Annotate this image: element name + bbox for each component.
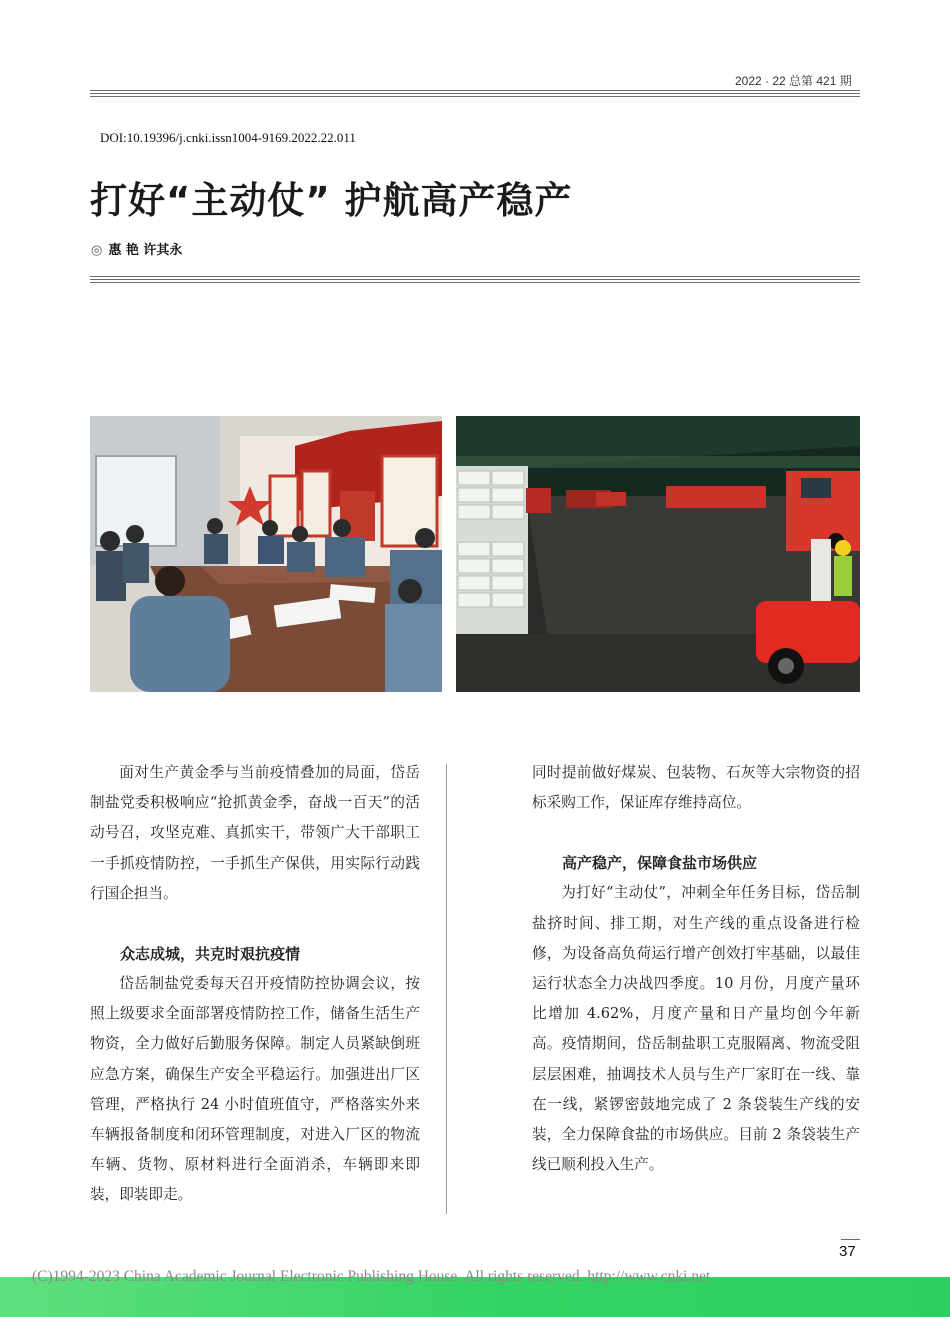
paragraph: 岱岳制盐党委每天召开疫情防控协调会议，按照上级要求全面部署疫情防控工作，储备生活生产物资，全力做好后勤服务保障。制定人员紧缺倒班应急方案，确保生产安全平稳运行。加强进出厂区管理，严格执行 24 小时值班值守，严格落实外来车辆报备制度和闭环管理制度，对进入厂区的物流车辆、货物、原材料进行全面消杀，车辆即来即装，即装即走。	[90, 975, 420, 1204]
doi: DOI:10.19396/j.cnki.issn1004-9169.2022.22.011	[100, 130, 356, 145]
author-names: 惠 艳 许其永	[108, 243, 183, 258]
page-number: 37	[839, 1243, 856, 1260]
meeting-photo	[90, 416, 442, 692]
section-heading: 高产稳产，保障食盐市场供应	[562, 854, 758, 873]
paragraph: 为打好“主动仗”，冲刺全年任务目标，岱岳制盐挤时间、排工期，对生产线的重点设备进行检修，为设备高负荷运行增产创效打牢基础，以最佳运行状态全力决战四季度。10 月份，月度产量环比增加 4.62%，月度产量和日产量均创今年新高。疫情期间，岱岳制盐职工克服隔离、物流受阻层层困难，抽调技术人员与生产厂家盯在一线、靠在一线，紧锣密鼓地完成了 2 条袋装生产线的安装，全力保障食盐的市场供应。目前 2 条袋装生产线已顺利投入生产。	[532, 884, 860, 1174]
page-number-rule	[841, 1239, 860, 1240]
title-rule	[90, 276, 860, 285]
issue-number: 2022 · 22 总第 421 期	[735, 74, 852, 88]
body-column-right	[532, 758, 860, 1180]
section-heading: 众志成城，共克时艰抗疫情	[120, 945, 301, 964]
copyright-notice: (C)1994-2023 China Academic Journal Electronic Publishing House. All rights reserved. http://www.cnki.net	[32, 1268, 711, 1285]
body-column-left	[90, 758, 420, 1211]
article-title: 打好“主动仗” 护航高产稳产	[90, 179, 573, 222]
night-warehouse-forklift-photo	[456, 416, 860, 692]
column-divider	[446, 764, 447, 1214]
article-authors	[91, 239, 182, 258]
header-rule	[90, 90, 860, 99]
paragraph: 同时提前做好煤炭、包装物、石灰等大宗物资的招标采购工作，保证库存维持高位。	[532, 764, 860, 812]
paragraph: 面对生产黄金季与当前疫情叠加的局面，岱岳制盐党委积极响应“抢抓黄金季，奋战一百天”的活动号召，攻坚克难、真抓实干，带领广大干部职工一手抓疫情防控，一手抓生产保供，用实际行动践行国企担当。	[90, 764, 420, 902]
author-mark: ◎	[91, 243, 103, 258]
